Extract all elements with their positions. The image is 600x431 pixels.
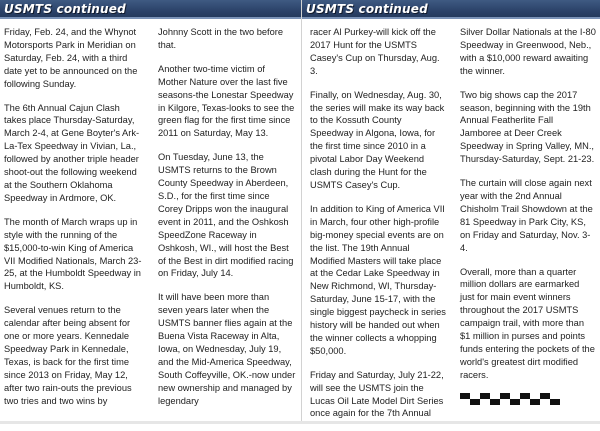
- header-divider: [302, 17, 600, 19]
- paragraph: Two big shows cap the 2017 season, beginning with the 19th Annual Featherlite Fall Jamboree at Deer Creek Speedway in Spring Valley, MN., Thursday-Saturday, Sept. 21-23.: [460, 89, 595, 165]
- paragraph: Friday and Saturday, July 21-22, will see the USMTS join the Lucas Oil Late Model Dirt Series once again for the 7th Annual: [310, 369, 444, 419]
- paragraph: Another two-time victim of Mother Nature over the last five seasons-the Lonestar Speedway in Kilgore, Texas-looks to see the green flag for the first time since 2011 on Saturday, May 13.: [158, 63, 295, 139]
- paragraph: The 6th Annual Cajun Clash takes place Thursday-Saturday, March 2-4, at Gene Boyter's Ark-La-Tex Speedway in Vivian, La., followed by another triple header shoot-out the following weekend at the Southern Oklahoma Speedway in Ardmore, OK.: [4, 102, 140, 203]
- paragraph: racer Al Purkey-will kick off the 2017 Hunt for the USMTS Casey's Cup on Thursday, Aug. 3.: [310, 27, 440, 76]
- right-header-title: USMTS continued: [306, 2, 428, 16]
- paragraph: Several venues return to the calendar after being absent for one or more years. Kennedale Speedway Park in Kennedale, Texas, is back for the first time since 2013 on Friday, May 12, after two rain-outs the previous two tries and two wins by: [4, 305, 132, 406]
- paragraph: Silver Dollar Nationals at the I-80 Speedway in Greenwood, Neb., with a $10,000 reward awaiting the winner.: [460, 27, 596, 76]
- paragraph: The month of March wraps up in style with the running of the $15,000-to-win King of America VII Modified Nationals, March 23-25, at the Humboldt Speedway in Humboldt, KS.: [4, 216, 142, 292]
- paragraph: In addition to King of America VII in March, four other high-profile big-money special events are on the list. The 19th Annual Modified Masters will take place at the Cedar Lake Speedway in New Richmond, WI, Thursday-Saturday, June 15-17, with the single biggest paycheck in series history will be handed out when the winner collects a whopping $50,000.: [310, 203, 446, 356]
- left-header-title: USMTS continued: [4, 2, 126, 16]
- text-column-2: [158, 26, 296, 418]
- text-column-1: [4, 26, 142, 418]
- paragraph: It will have been more than seven years later when the USMTS banner flies again at the Buena Vista Raceway in Alta, Iowa, on Wednesday, July 19, and the Mid-America Speedway, South Coffeyville, OK.-now under new ownership and managed by legendary: [158, 292, 296, 406]
- checkered-flag-icon: [460, 393, 560, 405]
- paragraph: Overall, more than a quarter million dollars are earmarked just for main event winners throughout the 2017 USMTS campaign trail, with more than $1 million in purses and points funds entering the pockets of the world's greatest dirt modified racers.: [460, 266, 595, 380]
- text-column-3: [310, 26, 446, 431]
- header-divider: [0, 17, 302, 19]
- paragraph: The curtain will close again next year with the 2nd Annual Chisholm Trail Showdown at the 81 Speedway in Park City, KS, on Friday and Saturday, Nov. 3-4.: [460, 178, 593, 253]
- paragraph: Finally, on Wednesday, Aug. 30, the series will make its way back to the Kossuth County Speedway in Algona, Iowa, for the first time since 2010 in a pivotal Labor Day Weekend clash during the Hunt for the USMTS Casey's Cup.: [310, 89, 445, 190]
- paragraph: Johnny Scott in the two before that.: [158, 27, 284, 50]
- left-page: [0, 0, 302, 424]
- right-header-bar: [302, 0, 600, 19]
- right-page: [302, 0, 600, 424]
- left-header-bar: [0, 0, 302, 19]
- paragraph: On Tuesday, June 13, the USMTS returns to the Brown County Speedway in Aberdeen, S.D., for the first time since Corey Dripps won the inaugural event in 2011, and the Oshkosh SpeedZone Raceway in Oshkosh, WI., will host the Best of the Best in dirt modified racing on Friday, July 14.: [158, 152, 294, 279]
- text-column-4: [460, 26, 596, 405]
- paragraph: Friday, Feb. 24, and the Whynot Motorsports Park in Meridian on Saturday, Feb. 24, with a third date yet to be announced on the following Sunday.: [4, 27, 138, 89]
